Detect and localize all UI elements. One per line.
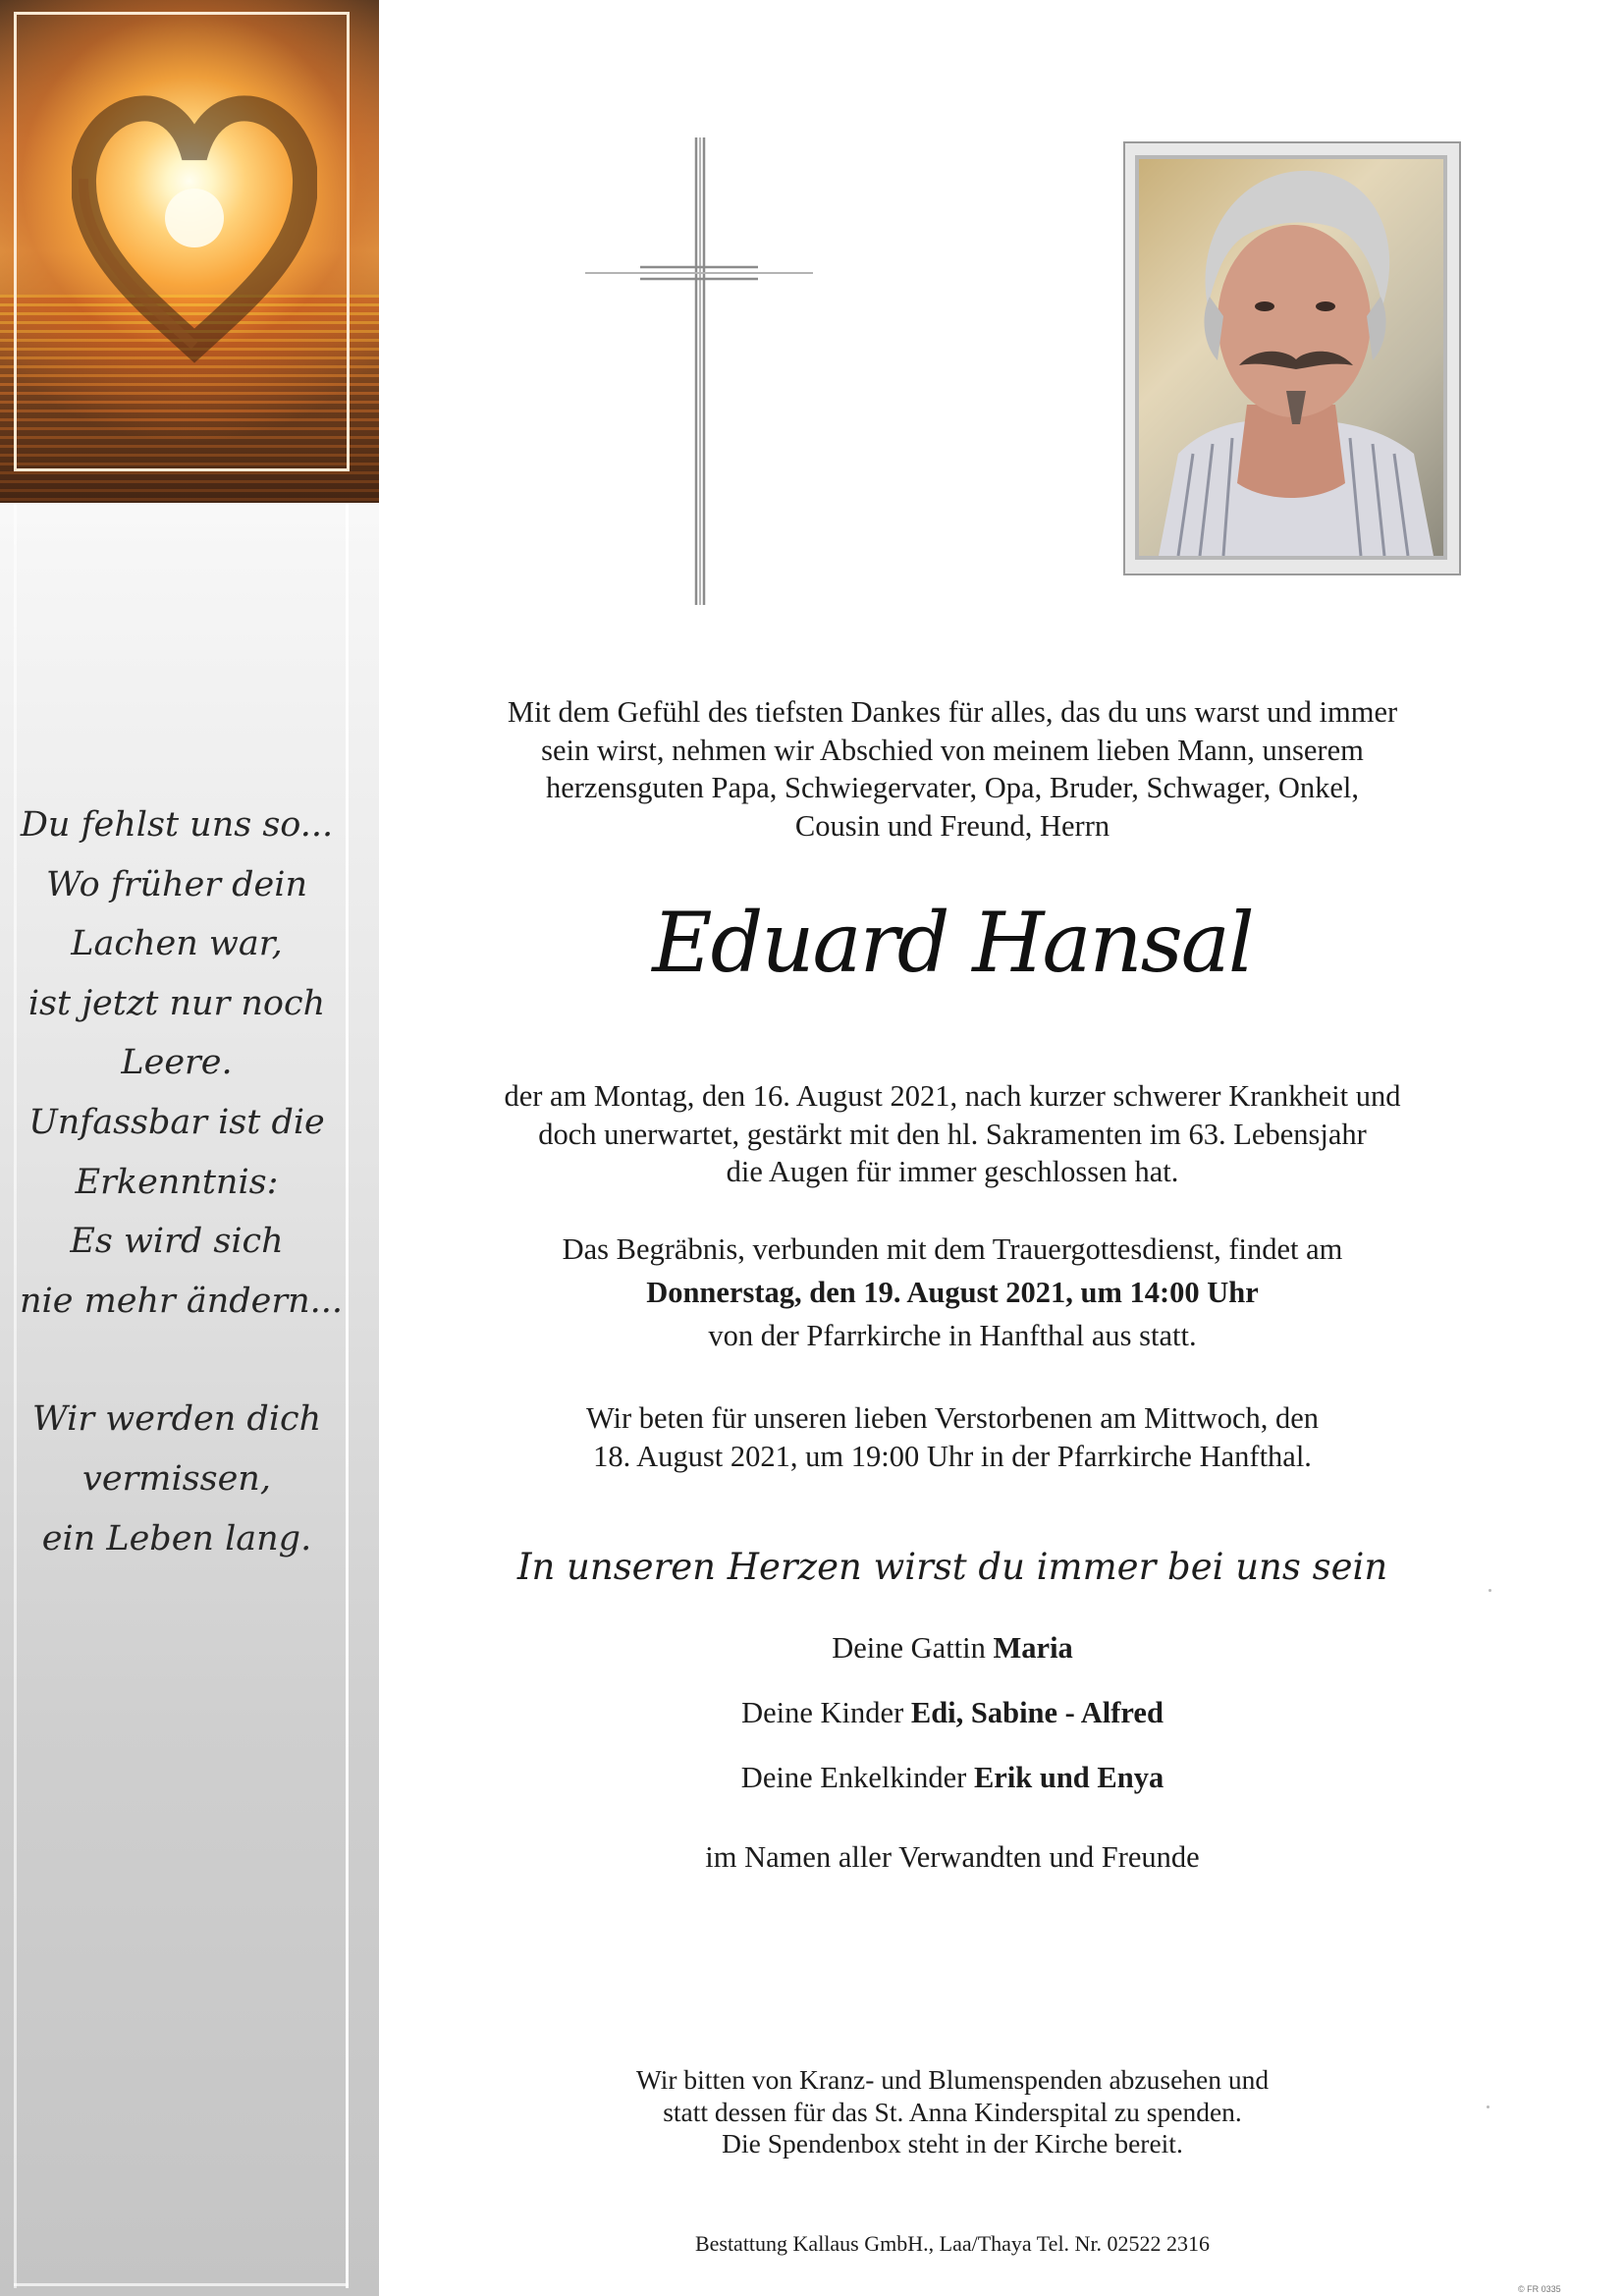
memorial-poem	[20, 795, 344, 1568]
poem-stanza-gap	[20, 1331, 334, 1390]
poem-line: ein Leben lang.	[41, 1518, 312, 1558]
poem-line: Wir werden dich	[31, 1399, 322, 1440]
donation-line: Die Spendenbox steht in der Kirche bereit.	[722, 2128, 1183, 2159]
poem-line: Unfassbar ist die	[28, 1102, 325, 1142]
intro-line: Cousin und Freund, Herrn	[794, 808, 1110, 843]
sunset-image-frame	[14, 12, 350, 471]
sunset-heart-image	[0, 0, 379, 503]
form-code: © FR 0335	[1518, 2284, 1561, 2294]
mourner-relation: Deine Gattin	[832, 1631, 994, 1665]
poem-line: vermissen,	[82, 1458, 271, 1499]
poem-line: ist jetzt nur noch	[27, 983, 326, 1023]
death-notice-paragraph	[432, 1077, 1473, 1191]
cross-icon	[581, 136, 817, 607]
poem-line: Du fehlst uns so...	[20, 805, 334, 845]
funeral-date	[432, 1271, 1473, 1314]
mourner-line	[432, 1745, 1473, 1810]
poem-line: Wo früher dein	[46, 864, 307, 904]
funeral-date-text: Donnerstag, den 19. August 2021, um 14:00 Uhr	[646, 1276, 1259, 1309]
deceased-name: Eduard Hansal	[652, 895, 1253, 991]
mourner-line	[432, 1680, 1473, 1745]
intro-paragraph	[432, 693, 1473, 845]
mourner-names: Maria	[993, 1631, 1073, 1665]
death-line: der am Montag, den 16. August 2021, nach kurzer schwerer Krankheit und	[504, 1079, 1401, 1113]
funeral-paragraph	[432, 1228, 1473, 1357]
closing-line: im Namen aller Verwandten und Freunde	[705, 1840, 1200, 1874]
death-line: doch unerwartet, gestärkt mit den hl. Sakramenten im 63. Lebensjahr	[538, 1117, 1367, 1151]
mourner-relation: Deine Enkelkinder	[740, 1761, 974, 1794]
portrait-figure-icon	[1139, 159, 1443, 556]
poem-line: nie mehr ändern...	[20, 1281, 344, 1321]
poem-line: Es wird sich	[70, 1222, 284, 1262]
mourner-relation: Deine Kinder	[741, 1696, 911, 1729]
donation-line: statt dessen für das St. Anna Kinderspital zu spenden.	[663, 2096, 1242, 2127]
portrait-photo	[1135, 155, 1447, 560]
intro-line: herzensguten Papa, Schwiegervater, Opa, Bruder, Schwager, Onkel,	[545, 771, 1359, 804]
scan-speck	[1489, 1589, 1491, 1592]
poem-line: Lachen war,	[71, 924, 283, 964]
poem-line: Erkenntnis:	[75, 1162, 279, 1202]
donation-line: Wir bitten von Kranz- und Blumenspenden abzusehen und	[635, 2064, 1270, 2095]
undertaker-footer: Bestattung Kallaus GmbH., Laa/Thaya Tel. Nr. 02522 2316	[694, 2231, 1211, 2256]
donation-paragraph	[432, 2064, 1473, 2160]
prayer-line: Wir beten für unseren lieben Verstorbenen am Mittwoch, den	[585, 1401, 1320, 1435]
funeral-line: Das Begräbnis, verbunden mit dem Trauergottesdienst, findet am	[562, 1232, 1343, 1266]
funeral-line: von der Pfarrkirche in Hanfthal aus statt.	[708, 1319, 1197, 1352]
prayer-paragraph	[432, 1399, 1473, 1475]
poem-line: Leere.	[121, 1043, 233, 1083]
strip-frame-line-left	[14, 462, 17, 2288]
strip-frame-line-bottom	[14, 2283, 349, 2286]
mourners-list	[432, 1615, 1473, 1810]
death-line: die Augen für immer geschlossen hat.	[726, 1155, 1179, 1188]
prayer-line: 18. August 2021, um 19:00 Uhr in der Pfarrkirche Hanfthal.	[593, 1439, 1312, 1473]
portrait-frame	[1123, 141, 1461, 575]
mourner-line	[432, 1615, 1473, 1680]
scan-speck	[1487, 2105, 1489, 2108]
intro-line: sein wirst, nehmen wir Abschied von meinem lieben Mann, unserem	[541, 733, 1364, 767]
mourner-names: Edi, Sabine - Alfred	[910, 1696, 1164, 1729]
mourner-names: Erik und Enya	[973, 1761, 1164, 1794]
intro-line: Mit dem Gefühl des tiefsten Dankes für alles, das du uns warst und immer	[507, 695, 1398, 729]
motto-line: In unseren Herzen wirst du immer bei uns sein	[516, 1546, 1388, 1588]
